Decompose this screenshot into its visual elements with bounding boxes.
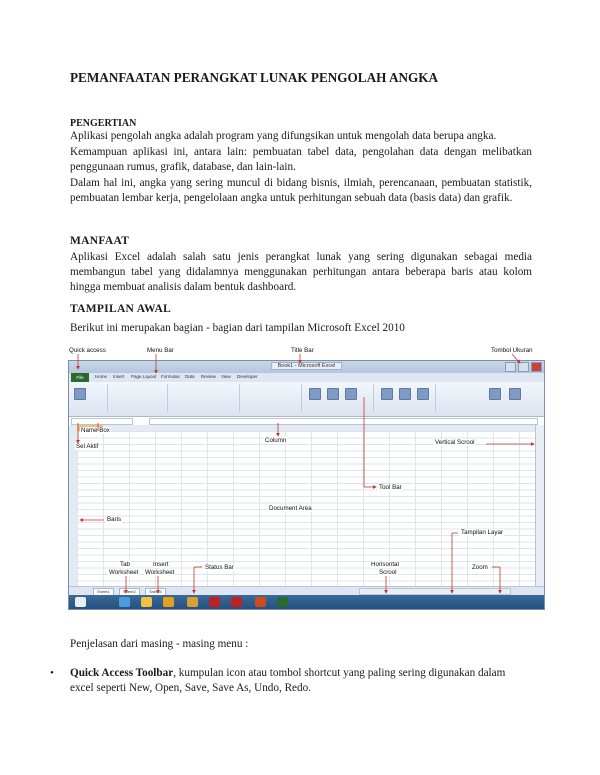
bullet-marker: • — [50, 667, 54, 679]
tab-data: Data — [185, 374, 195, 379]
callout-vertical-scrool: Vertical Scrool — [435, 439, 475, 446]
callout-arrows — [68, 343, 545, 613]
callout-menu-bar: Menu Bar — [147, 347, 174, 354]
callout-tombol-ukuran: Tombol Ukuran — [491, 347, 533, 354]
pengertian-paragraph-1: Aplikasi pengolah angka adalah program yang difungsikan untuk mengolah data berupa angka. — [70, 130, 497, 142]
tab-view: View — [221, 374, 231, 379]
sheet-tab-3: Sheet3 — [145, 588, 166, 596]
pengertian-paragraph-3: Dalam hal ini, angka yang sering muncul di bidang bisnis, ilmiah, perencanaan, pembuatan statistik, pembuatan lembar kerja, pengelolaan angka untuk perhitungan sebuah data (basis data) dan grafik. — [70, 177, 532, 205]
bullet-item-quick-access — [70, 666, 510, 697]
manfaat-paragraph: Aplikasi Excel adalah salah satu jenis perangkat lunak yang sering digunakan sebagai media membangun tabel yang didalamnya menggunakan perhitungan antara beberapa baris atau kolom hingga membuat analisis dalam bentuk dashboard. — [70, 251, 532, 294]
tab-insert: Insert — [113, 374, 125, 379]
section-heading-tampilan-awal: TAMPILAN AWAL — [70, 303, 172, 315]
sheet-tab-2: Sheet2 — [119, 588, 140, 596]
callout-baris: Baris — [107, 516, 122, 523]
section-heading-manfaat: MANFAAT — [70, 235, 130, 247]
file-tab: File — [71, 373, 89, 382]
page-title: PEMANFAATAN PERANGKAT LUNAK PENGOLAH ANGKA — [70, 70, 439, 85]
callout-tampilan-layar: Tampilan Layar — [461, 529, 503, 536]
sheet-tab-1: Sheet1 — [93, 588, 114, 596]
tab-review: Review — [201, 374, 216, 379]
callout-tool-bar: Tool Bar — [379, 484, 402, 491]
callout-zoom: Zoom — [472, 564, 488, 571]
tab-home: Home — [95, 374, 108, 379]
tab-formulas: Formulas — [161, 374, 180, 379]
callout-name-box: Name Box — [81, 427, 110, 434]
tab-page-layout: Page Layout — [131, 374, 157, 379]
penjelasan-text: Penjelasan dari masing - masing menu : — [70, 638, 249, 650]
callout-horisontal-line1: Horisontal — [371, 561, 399, 568]
callout-insert-worksheet-line1: Insert — [153, 561, 169, 568]
callout-document-area: Document Area — [269, 505, 312, 512]
excel-screenshot-figure — [68, 343, 545, 613]
tampilan-intro: Berikut ini merupakan bagian - bagian dari tampilan Microsoft Excel 2010 — [70, 322, 405, 334]
bullet-term: Quick Access Toolbar — [70, 667, 174, 679]
callout-horisontal-line2: Scrool — [379, 569, 397, 576]
bullet-description: , kumpulan icon atau tombol shortcut yang paling sering digunakan dalam excel seperti New, Open, Save, Save As, Undo, Redo. — [70, 667, 506, 695]
callout-title-bar: Title Bar — [291, 347, 314, 354]
tab-developer: Developer — [237, 374, 258, 379]
callout-sel-aktif: Sel Aktif — [76, 443, 99, 450]
pengertian-paragraph-2: Kemampuan aplikasi ini, antara lain: pembuatan tabel data, pengolahan data dengan melibatkan penggunaan rumus, grafik, database, dan lain-lain. — [70, 146, 532, 174]
callout-column: Column — [265, 437, 287, 444]
callout-tab-worksheet-line1: Tab — [120, 561, 130, 568]
callout-status-bar: Status Bar — [205, 564, 234, 571]
callout-quick-access: Quick access — [69, 347, 106, 354]
callout-insert-worksheet-line2: Worksheet — [145, 569, 175, 576]
callout-tab-worksheet-line2: Worksheet — [109, 569, 139, 576]
window-title: Book1 - Microsoft Excel — [271, 362, 343, 370]
section-heading-pengertian: PENGERTIAN — [70, 118, 137, 129]
